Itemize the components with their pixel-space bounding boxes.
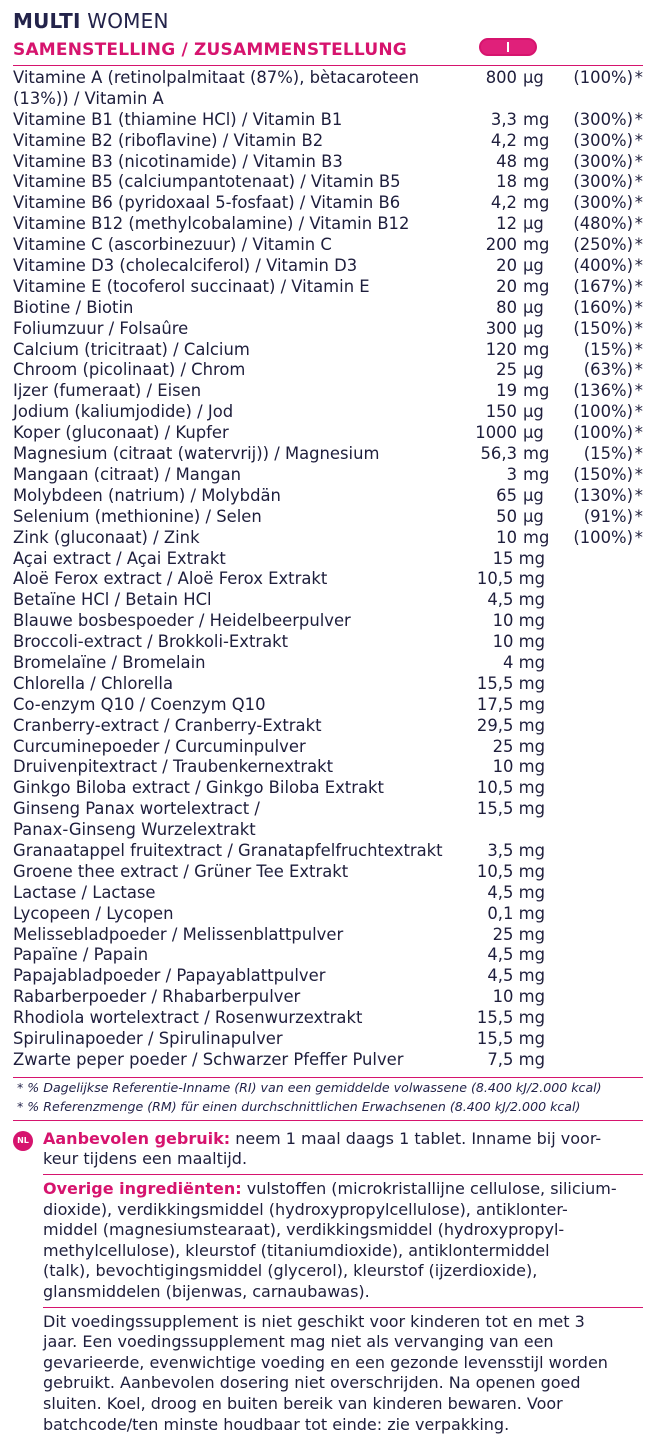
reference-intake: (167%) bbox=[573, 276, 633, 296]
warning-block bbox=[13, 1312, 643, 1436]
ingredient-name: Rabarberpoeder / Rhabarberpulver bbox=[13, 987, 301, 1007]
reference-intake: (100%) bbox=[573, 402, 633, 422]
reference-intake: (300%) bbox=[573, 193, 633, 213]
footnote-marker: * bbox=[634, 423, 643, 443]
reference-intake: (300%) bbox=[573, 130, 633, 150]
ingredient-quantity: 20 bbox=[496, 256, 517, 276]
ingredient-name: Ginkgo Biloba extract / Ginkgo Biloba Extrakt bbox=[13, 778, 384, 798]
footnote-marker: * bbox=[634, 360, 643, 380]
reference-intake: (300%) bbox=[573, 172, 633, 192]
ingredient-amount: 4,5 mg bbox=[487, 966, 545, 986]
footnote-marker: * bbox=[634, 235, 643, 255]
ingredient-name: Blauwe bosbespoeder / Heidelbeerpulver bbox=[13, 611, 351, 631]
footnote-de: * % Referenzmenge (RM) für einen durchschnittlichen Erwachsenen (8.400 kJ/2.000 kcal) bbox=[17, 1098, 581, 1114]
ingredient-quantity: 56,3 bbox=[480, 444, 517, 464]
ingredient-name: Broccoli-extract / Brokkoli-Extrakt bbox=[13, 632, 289, 652]
language-badge: NL bbox=[13, 1131, 33, 1151]
reference-intake: (160%) bbox=[573, 297, 633, 317]
other-ingredients-paragraph bbox=[13, 1179, 643, 1303]
ingredient-quantity: 19 bbox=[496, 381, 517, 401]
ingredient-row bbox=[13, 549, 643, 570]
reference-intake: (91%) bbox=[583, 506, 633, 526]
ingredient-quantity: 3,3 bbox=[490, 109, 517, 129]
divider bbox=[13, 1120, 643, 1121]
footnote-marker: * bbox=[634, 68, 643, 87]
ingredient-row bbox=[13, 904, 643, 925]
ingredient-row: Vitamine B3 (nicotinamide) / Vitamin B3 48 mg (300%) * bbox=[13, 151, 643, 171]
ingredient-quantity: 150 bbox=[485, 402, 517, 422]
ingredient-row: Vitamine A (retinolpalmitaat (87%), bètacaroteen (13%)) / Vitamin A 800 µg (100%) * bbox=[13, 68, 643, 108]
ingredient-quantity: 50 bbox=[496, 506, 517, 526]
ingredient-amount: 3,5 mg bbox=[487, 840, 545, 860]
reference-intake: (100%) bbox=[573, 423, 633, 443]
other-ingredients-block bbox=[13, 1179, 643, 1303]
ingredient-amount: 10 mg bbox=[492, 632, 545, 652]
ingredient-amount: 10,5 mg bbox=[476, 861, 545, 881]
usage-label: Aanbevolen gebruik: bbox=[43, 1128, 231, 1148]
ingredient-amount: 10,5 mg bbox=[476, 569, 545, 589]
ingredient-row bbox=[13, 1029, 643, 1050]
ingredient-quantity: 48 bbox=[496, 151, 517, 171]
usage-block bbox=[13, 1129, 643, 1170]
reference-intake: (63%) bbox=[583, 360, 633, 380]
tablet-icon bbox=[479, 38, 537, 56]
ingredient-name: Jodium (kaliumjodide) / Jod bbox=[13, 402, 234, 422]
ingredient-row bbox=[13, 799, 643, 841]
footnote-marker: * bbox=[634, 276, 643, 296]
footnote-marker: * bbox=[634, 444, 643, 464]
ingredient-name: Bromelaïne / Bromelain bbox=[13, 652, 206, 672]
ingredient-row bbox=[13, 695, 643, 716]
ingredient-row bbox=[13, 862, 643, 883]
ingredient-name: Lycopeen / Lycopen bbox=[13, 903, 174, 923]
product-title-normal: WOMEN bbox=[80, 9, 169, 33]
ingredient-name: Lactase / Lactase bbox=[13, 882, 156, 902]
ingredient-name: Co-enzym Q10 / Coenzym Q10 bbox=[13, 694, 266, 714]
ingredient-row bbox=[13, 653, 643, 674]
ingredient-row: Vitamine B5 (calciumpantotenaat) / Vitamin B5 18 mg (300%) * bbox=[13, 172, 643, 192]
product-title bbox=[13, 8, 643, 36]
ingredient-row bbox=[13, 1050, 643, 1071]
ingredient-amount: 15,5 mg bbox=[476, 799, 545, 819]
ingredient-name: Vitamine A (retinolpalmitaat (87%), bètacaroteen (13%)) / Vitamin A bbox=[13, 68, 420, 108]
ingredient-row: Koper (gluconaat) / Kupfer 1000 µg (100%) * bbox=[13, 423, 643, 443]
ingredient-table bbox=[13, 68, 643, 1071]
ingredient-row: Vitamine E (tocoferol succinaat) / Vitamin E 20 mg (167%) * bbox=[13, 276, 643, 296]
ingredient-name: Vitamine C (ascorbinezuur) / Vitamin C bbox=[13, 235, 332, 255]
ingredient-row: Vitamine B1 (thiamine HCl) / Vitamin B1 3,3 mg (300%) * bbox=[13, 109, 643, 129]
ingredient-row bbox=[13, 674, 643, 695]
ingredient-amount: 4,5 mg bbox=[487, 882, 545, 902]
ingredient-row bbox=[13, 632, 643, 653]
ingredient-name: Foliumzuur / Folsaûre bbox=[13, 318, 189, 338]
footnote-marker: * bbox=[634, 193, 643, 213]
reference-intake: (15%) bbox=[583, 339, 633, 359]
warning-text: Dit voedingssupplement is niet geschikt voor kinderen tot en met 3 jaar. Een voedingssupplement mag niet als vervanging van een gevarieerde, evenwichtige voeding en een gezonde levensstijl worden gebruikt. Aanbevolen dosering niet overschrijden. Na openen goed sluiten. Koel, droog en buiten bereik van kinderen bewaren. Voor batchcode/ten minste houdbaar tot einde: zie verpakking. bbox=[43, 1311, 608, 1434]
ingredient-row: Chroom (picolinaat) / Chrom 25 µg (63%) * bbox=[13, 360, 643, 380]
ingredient-row bbox=[13, 987, 643, 1008]
ingredient-row bbox=[13, 945, 643, 966]
ingredient-row bbox=[13, 716, 643, 737]
ingredient-quantity: 80 bbox=[496, 297, 517, 317]
ingredient-name: Vitamine E (tocoferol succinaat) / Vitamin E bbox=[13, 276, 370, 296]
reference-intake: (400%) bbox=[573, 256, 633, 276]
ingredient-amount: 4,5 mg bbox=[487, 945, 545, 965]
footnote-marker: * bbox=[634, 506, 643, 526]
ingredient-row: Ijzer (fumeraat) / Eisen 19 mg (136%) * bbox=[13, 381, 643, 401]
section-heading: SAMENSTELLING / ZUSAMMENSTELLUNG bbox=[13, 40, 407, 60]
ingredient-row bbox=[13, 883, 643, 904]
footnote-nl: * % Dagelijkse Referentie-Inname (RI) van een gemiddelde volwassene (8.400 kJ/2.000 kcal) bbox=[17, 1079, 602, 1095]
ingredient-name: Zwarte peper poeder / Schwarzer Pfeffer Pulver bbox=[13, 1049, 404, 1069]
ingredient-row: Magnesium (citraat (watervrij)) / Magnesium 56,3 mg (15%) * bbox=[13, 444, 643, 464]
ingredient-name: Molybdeen (natrium) / Molybdän bbox=[13, 485, 281, 505]
ingredient-quantity: 200 bbox=[485, 235, 517, 255]
footnote-marker: * bbox=[634, 130, 643, 150]
ingredient-amount: 10,5 mg bbox=[476, 778, 545, 798]
ingredient-amount: 10 mg bbox=[492, 987, 545, 1007]
footnote-marker: * bbox=[634, 339, 643, 359]
ingredient-name: Ijzer (fumeraat) / Eisen bbox=[13, 381, 202, 401]
ingredient-row: Zink (gluconaat) / Zink 10 mg (100%) * bbox=[13, 527, 643, 547]
ingredient-quantity: 12 bbox=[496, 214, 517, 234]
divider bbox=[43, 1174, 643, 1175]
ingredient-row bbox=[13, 590, 643, 611]
reference-intake: (100%) bbox=[573, 527, 633, 547]
footnote-marker: * bbox=[634, 256, 643, 276]
ingredient-name: Vitamine B12 (methylcobalamine) / Vitamin B12 bbox=[13, 214, 410, 234]
ingredient-amount: 29,5 mg bbox=[476, 715, 545, 735]
label-panel bbox=[13, 8, 643, 1435]
other-ingredients-label: Overige ingrediënten: bbox=[43, 1178, 242, 1198]
footnote-marker: * bbox=[634, 318, 643, 338]
ingredient-name: Calcium (tricitraat) / Calcium bbox=[13, 339, 250, 359]
ingredient-name: Groene thee extract / Grüner Tee Extrakt bbox=[13, 861, 349, 881]
ingredient-quantity: 65 bbox=[496, 485, 517, 505]
reference-intake: (480%) bbox=[573, 214, 633, 234]
ingredient-quantity: 1000 bbox=[475, 423, 517, 443]
ingredient-row: Vitamine C (ascorbinezuur) / Vitamin C 200 mg (250%) * bbox=[13, 235, 643, 255]
composition-header bbox=[13, 36, 643, 66]
ingredient-row bbox=[13, 757, 643, 778]
ingredient-row: Jodium (kaliumjodide) / Jod 150 µg (100%) * bbox=[13, 402, 643, 422]
footnote-marker: * bbox=[634, 151, 643, 171]
ingredient-row: Molybdeen (natrium) / Molybdän 65 µg (130%) * bbox=[13, 485, 643, 505]
reference-intake: (300%) bbox=[573, 151, 633, 171]
ingredient-name: Papaïne / Papain bbox=[13, 945, 149, 965]
ingredient-name: Chlorella / Chlorella bbox=[13, 673, 174, 693]
reference-intake: (15%) bbox=[583, 444, 633, 464]
ingredient-amount: 4,5 mg bbox=[487, 590, 545, 610]
ingredient-amount: 25 mg bbox=[492, 736, 545, 756]
reference-intake: (100%) bbox=[573, 68, 633, 87]
ingredient-name: Biotine / Biotin bbox=[13, 297, 134, 317]
footnote-marker: * bbox=[634, 485, 643, 505]
ingredient-quantity: 10 bbox=[496, 527, 517, 547]
ingredient-quantity: 300 bbox=[485, 318, 517, 338]
ingredient-quantity: 20 bbox=[496, 276, 517, 296]
ingredient-row: Vitamine D3 (cholecalciferol) / Vitamin D3 20 µg (400%) * bbox=[13, 256, 643, 276]
ingredient-name: Aloë Ferox extract / Aloë Ferox Extrakt bbox=[13, 569, 328, 589]
ingredient-name: Granaatappel fruitextract / Granatapfelfruchtextrakt bbox=[13, 840, 443, 860]
ingredient-row bbox=[13, 966, 643, 987]
ingredient-name: Vitamine B2 (riboflavine) / Vitamin B2 bbox=[13, 130, 324, 150]
ingredient-name: Spirulinapoeder / Spirulinapulver bbox=[13, 1029, 283, 1048]
ingredient-name: Betaïne HCl / Betain HCl bbox=[13, 590, 212, 610]
ingredient-amount: 0,1 mg bbox=[487, 903, 545, 923]
ingredient-row: Selenium (methionine) / Selen 50 µg (91%) * bbox=[13, 506, 643, 526]
ingredient-name: Druivenpitextract / Traubenkernextrakt bbox=[13, 757, 334, 777]
ingredient-quantity: 800 bbox=[485, 68, 517, 87]
ingredient-quantity: 3 bbox=[506, 464, 517, 484]
ingredient-name: Mangaan (citraat) / Mangan bbox=[13, 464, 242, 484]
ingredient-name: Vitamine B1 (thiamine HCl) / Vitamin B1 bbox=[13, 109, 343, 129]
ingredient-amount: 10 mg bbox=[492, 757, 545, 777]
ingredient-row bbox=[13, 1008, 643, 1029]
reference-intake: (300%) bbox=[573, 109, 633, 129]
footnote-marker: * bbox=[634, 109, 643, 129]
ingredient-name: Cranberry-extract / Cranberry-Extrakt bbox=[13, 715, 322, 735]
ingredient-row bbox=[13, 778, 643, 799]
ingredient-amount: 10 mg bbox=[492, 611, 545, 631]
ingredient-amount: 25 mg bbox=[492, 924, 545, 944]
ingredient-amount: 15,5 mg bbox=[476, 1029, 545, 1048]
ingredient-row bbox=[13, 611, 643, 632]
ingredient-name: Ginseng Panax wortelextract / Panax-Ginseng Wurzelextrakt bbox=[13, 799, 260, 840]
divider bbox=[43, 1307, 643, 1308]
footnote-marker: * bbox=[634, 527, 643, 547]
ingredient-amount: 7,5 mg bbox=[487, 1049, 545, 1069]
ingredient-row: Vitamine B2 (riboflavine) / Vitamin B2 4,2 mg (300%) * bbox=[13, 130, 643, 150]
reference-intake: (136%) bbox=[573, 381, 633, 401]
ingredient-name: Selenium (methionine) / Selen bbox=[13, 506, 262, 526]
ingredient-row bbox=[13, 925, 643, 946]
footnote-marker: * bbox=[634, 172, 643, 192]
ingredient-quantity: 4,2 bbox=[490, 193, 517, 213]
ingredient-row bbox=[13, 737, 643, 758]
ingredient-amount: 15,5 mg bbox=[476, 1008, 545, 1028]
ingredient-name: Vitamine D3 (cholecalciferol) / Vitamin D3 bbox=[13, 256, 358, 276]
ingredient-name: Chroom (picolinaat) / Chrom bbox=[13, 360, 246, 380]
reference-intake: (250%) bbox=[573, 235, 633, 255]
ingredient-name: Vitamine B3 (nicotinamide) / Vitamin B3 bbox=[13, 151, 343, 171]
footnote-marker: * bbox=[634, 214, 643, 234]
ingredient-name: Papajabladpoeder / Papayablattpulver bbox=[13, 966, 326, 986]
ingredient-row: Calcium (tricitraat) / Calcium 120 mg (15%) * bbox=[13, 339, 643, 359]
other-ingredients-text: vulstoffen (microkristallijne cellulose, silicium- dioxide), verdikkingsmiddel (hydroxypropylcellulose), antiklonter- middel (magnesiumstearaat), verdikkingsmiddel (hydroxypropyl- methylcellulose), kleurstof (titaniumdioxide), antiklontermiddel (talk), bevochtigingsmiddel (glycerol), kleurstof (ijzerdioxide), glansmiddelen (bijenwas, carnaubawas). bbox=[43, 1178, 617, 1301]
ingredient-name: Koper (gluconaat) / Kupfer bbox=[13, 423, 229, 443]
footnote-marker: * bbox=[634, 297, 643, 317]
ingredient-row bbox=[13, 569, 643, 590]
ingredient-amount: 4 mg bbox=[502, 652, 545, 672]
ingredient-name: Curcuminepoeder / Curcuminpulver bbox=[13, 736, 306, 756]
usage-text: neem 1 maal daags 1 tablet. Inname bij voor- keur tijdens een maaltijd. bbox=[43, 1128, 602, 1169]
ingredient-row bbox=[13, 841, 643, 862]
footnote-marker: * bbox=[634, 464, 643, 484]
ingredient-row: Biotine / Biotin 80 µg (160%) * bbox=[13, 297, 643, 317]
ingredient-quantity: 18 bbox=[496, 172, 517, 192]
ingredient-amount: 17,5 mg bbox=[476, 694, 545, 714]
reference-intake: (150%) bbox=[573, 464, 633, 484]
ingredient-row: Foliumzuur / Folsaûre 300 µg (150%) * bbox=[13, 318, 643, 338]
footnotes bbox=[13, 1078, 643, 1116]
ingredient-name: Açai extract / Açai Extrakt bbox=[13, 548, 226, 568]
footnote-marker: * bbox=[634, 402, 643, 422]
reference-intake: (150%) bbox=[573, 318, 633, 338]
ingredient-name: Zink (gluconaat) / Zink bbox=[13, 527, 200, 547]
ingredient-row: Mangaan (citraat) / Mangan 3 mg (150%) * bbox=[13, 464, 643, 484]
ingredient-row: Vitamine B6 (pyridoxaal 5-fosfaat) / Vitamin B6 4,2 mg (300%) * bbox=[13, 193, 643, 213]
ingredient-quantity: 120 bbox=[485, 339, 517, 359]
ingredient-name: Magnesium (citraat (watervrij)) / Magnesium bbox=[13, 444, 380, 464]
ingredient-amount: 15,5 mg bbox=[476, 673, 545, 693]
ingredient-name: Melissebladpoeder / Melissenblattpulver bbox=[13, 924, 344, 944]
ingredient-row: Vitamine B12 (methylcobalamine) / Vitamin B12 12 µg (480%) * bbox=[13, 214, 643, 234]
reference-intake: (130%) bbox=[573, 485, 633, 505]
ingredient-quantity: 4,2 bbox=[490, 130, 517, 150]
ingredient-quantity: 25 bbox=[496, 360, 517, 380]
footnote-marker: * bbox=[634, 381, 643, 401]
ingredient-amount: 15 mg bbox=[492, 548, 545, 568]
ingredient-name: Rhodiola wortelextract / Rosenwurzextrakt bbox=[13, 1008, 363, 1028]
ingredient-name: Vitamine B6 (pyridoxaal 5-fosfaat) / Vitamin B6 bbox=[13, 193, 401, 213]
product-title-bold: MULTI bbox=[13, 9, 81, 33]
usage-paragraph bbox=[13, 1129, 643, 1170]
ingredient-name: Vitamine B5 (calciumpantotenaat) / Vitamin B5 bbox=[13, 172, 401, 192]
